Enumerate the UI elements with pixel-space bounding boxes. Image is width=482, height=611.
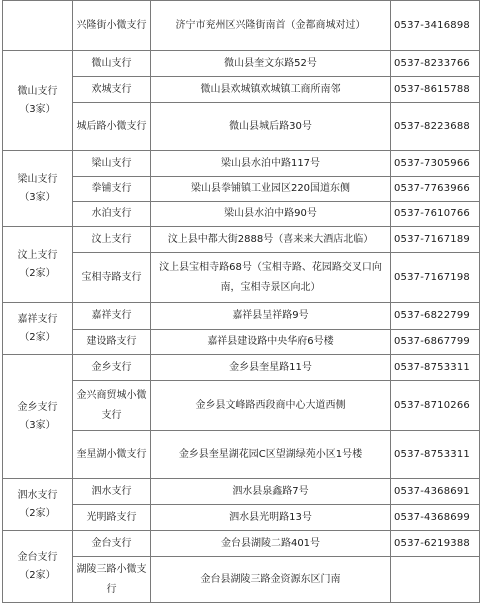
branch-phone: 0537-6822799	[391, 303, 480, 330]
table-row	[3, 202, 480, 227]
region-cell	[3, 151, 73, 227]
table-row	[3, 253, 480, 303]
branch-phone: 0537-7167198	[391, 253, 480, 303]
region-cell-empty	[3, 1, 73, 51]
branch-name: 湖陵三路小微支行	[73, 557, 151, 603]
region-count: （3家）	[19, 419, 56, 431]
region-count: （2家）	[19, 331, 56, 343]
branch-name: 嘉祥支行	[73, 303, 151, 330]
region-name: 金乡支行	[17, 401, 58, 413]
region-count: （3家）	[19, 103, 56, 115]
region-count: （3家）	[19, 191, 56, 203]
table-row	[3, 355, 480, 381]
branch-address: 汶上县中都大街2888号（喜来来大酒店北临）	[151, 227, 391, 253]
branch-phone: 0537-8710266	[391, 381, 480, 431]
branch-phone: 0537-8615788	[391, 77, 480, 103]
region-count: （2家）	[19, 569, 56, 581]
branch-address: 梁山县水泊中路90号	[151, 202, 391, 227]
branch-phone: 0537-7763966	[391, 177, 480, 202]
branch-phone: 0537-4368699	[391, 505, 480, 531]
branch-phone: 0537-4368691	[391, 479, 480, 505]
region-name: 金台支行	[17, 551, 58, 563]
branch-address: 金乡县奎星路11号	[151, 355, 391, 381]
branch-address: 泗水县泉鑫路7号	[151, 479, 391, 505]
table-row	[3, 505, 480, 531]
table-row	[3, 479, 480, 505]
branch-name: 城后路小微支行	[73, 103, 151, 151]
branch-name: 金台支行	[73, 531, 151, 557]
region-count: （2家）	[19, 507, 56, 519]
branch-phone: 0537-8753311	[391, 431, 480, 479]
region-name: 嘉祥支行	[17, 313, 58, 325]
branch-address: 嘉祥县建设路中央华府6号楼	[151, 330, 391, 355]
branch-address: 济宁市兖州区兴隆街南首（金都商城对过）	[151, 1, 391, 51]
branch-phone: 0537-6867799	[391, 330, 480, 355]
branch-name: 汶上支行	[73, 227, 151, 253]
branch-table	[2, 0, 480, 603]
branch-phone	[391, 557, 480, 603]
branch-address: 嘉祥县呈祥路9号	[151, 303, 391, 330]
branch-name: 光明路支行	[73, 505, 151, 531]
region-name: 微山支行	[17, 85, 58, 97]
branch-address: 梁山县水泊中路117号	[151, 151, 391, 177]
region-cell	[3, 355, 73, 479]
branch-address: 微山县欢城镇欢城镇工商所南邻	[151, 77, 391, 103]
branch-name: 泗水支行	[73, 479, 151, 505]
table-row	[3, 77, 480, 103]
branch-address: 微山县城后路30号	[151, 103, 391, 151]
region-name: 梁山支行	[17, 173, 58, 185]
branch-address: 金乡县文峰路西段商中心大道西侧	[151, 381, 391, 431]
region-name: 泗水支行	[17, 489, 58, 501]
branch-name: 水泊支行	[73, 202, 151, 227]
region-cell	[3, 303, 73, 355]
branch-phone: 0537-8753311	[391, 355, 480, 381]
branch-name: 拳铺支行	[73, 177, 151, 202]
branch-address: 微山县奎文东路52号	[151, 51, 391, 77]
branch-name: 兴隆街小微支行	[73, 1, 151, 51]
region-cell	[3, 479, 73, 531]
region-cell	[3, 227, 73, 303]
branch-name: 欢城支行	[73, 77, 151, 103]
table-row	[3, 103, 480, 151]
branch-name: 建设路支行	[73, 330, 151, 355]
branch-phone: 0537-7305966	[391, 151, 480, 177]
branch-name: 梁山支行	[73, 151, 151, 177]
branch-phone: 0537-6219388	[391, 531, 480, 557]
branch-name: 奎星湖小微支行	[73, 431, 151, 479]
table-row	[3, 151, 480, 177]
region-cell	[3, 531, 73, 603]
table-row	[3, 330, 480, 355]
branch-name: 微山支行	[73, 51, 151, 77]
table-row	[3, 1, 480, 51]
branch-address: 泗水县光明路13号	[151, 505, 391, 531]
branch-address: 汶上县宝相寺路68号（宝相寺路、花园路交叉口向南，宝相寺景区向北）	[151, 253, 391, 303]
table-row	[3, 557, 480, 603]
branch-phone: 0537-7610766	[391, 202, 480, 227]
branch-name: 金乡支行	[73, 355, 151, 381]
table-row	[3, 51, 480, 77]
region-count: （2家）	[19, 267, 56, 279]
branch-phone: 0537-3416898	[391, 1, 480, 51]
branch-name: 宝相寺路支行	[73, 253, 151, 303]
branch-phone: 0537-8223688	[391, 103, 480, 151]
table-row	[3, 177, 480, 202]
region-name: 汶上支行	[17, 249, 58, 261]
branch-phone: 0537-8233766	[391, 51, 480, 77]
branch-address: 梁山县拳铺镇工业园区220国道东侧	[151, 177, 391, 202]
branch-name: 金兴商贸城小微支行	[73, 381, 151, 431]
table-row	[3, 431, 480, 479]
table-row	[3, 381, 480, 431]
region-cell	[3, 51, 73, 151]
branch-address: 金台县湖陵三路金资源东区门南	[151, 557, 391, 603]
branch-phone: 0537-7167189	[391, 227, 480, 253]
table-row	[3, 303, 480, 330]
branch-address: 金台县湖陵二路401号	[151, 531, 391, 557]
table-row	[3, 227, 480, 253]
table-row	[3, 531, 480, 557]
branch-address: 金乡县奎星湖花园C区望湖绿苑小区1号楼	[151, 431, 391, 479]
